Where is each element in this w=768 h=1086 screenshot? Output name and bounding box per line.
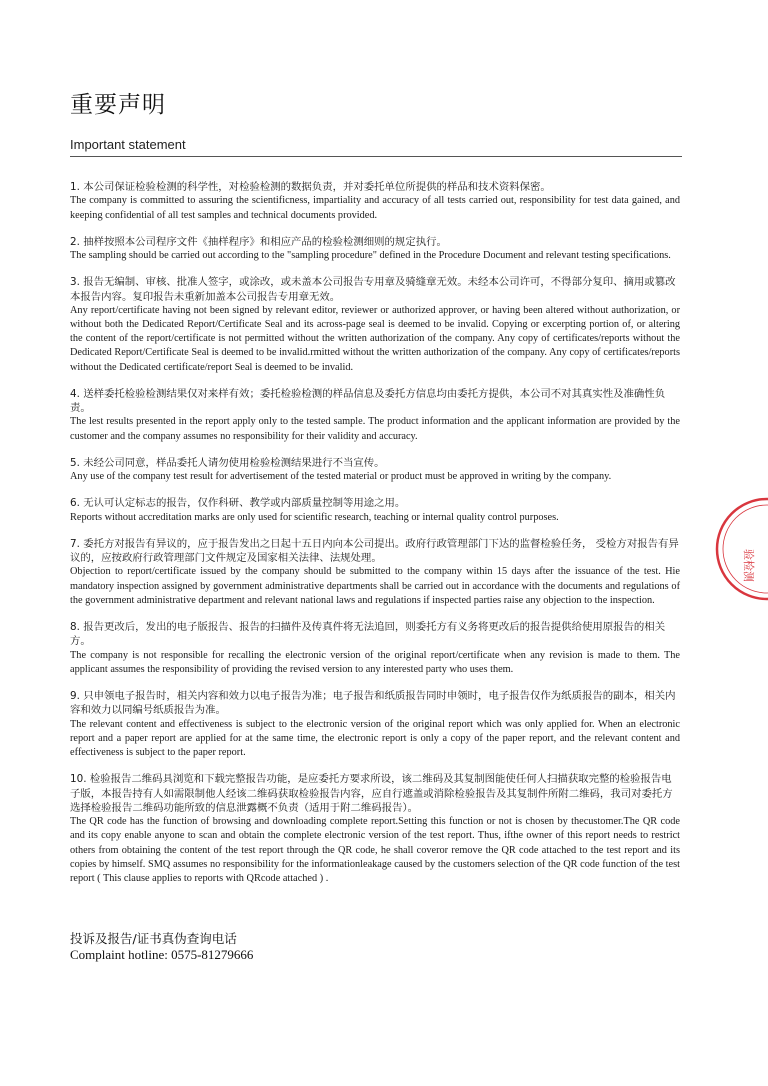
statement-item-3 (70, 275, 680, 375)
complaint-hotline (70, 931, 682, 963)
statement-cn: 4. 送样委托检验检测结果仅对来样有效；委托检验检测的样品信息及委托方信息均由委托方提供，本公司不对其真实性及准确性负责。 (70, 387, 666, 415)
statement-cn: 5. 未经公司同意，样品委托人请勿使用检验检测结果进行不当宣传。 (70, 456, 385, 469)
seal-text: 验检测 (742, 549, 755, 582)
statement-cn: 8. 报告更改后，发出的电子版报告、报告的扫描件及传真件将无法追回，则委托方有义务将更改后的报告提供给使用原报告的相关方。 (70, 621, 666, 648)
statement-en: The company is committed to assuring the scientificness, impartiality and accuracy of all tests carried out, responsibility for test data gained, and keeping confidential of all test samples and technical documents provided. (70, 195, 680, 221)
statement-cn: 9. 只申领电子报告时，相关内容和效力以电子报告为准；电子报告和纸质报告同时申领时，电子报告仅作为纸质报告的副本，相关内容和效力以同编号纸质报告为准。 (70, 690, 676, 717)
statement-en: Any report/certificate having not been signed by relevant editor, reviewer or authorized approver, or having been altered without authorization, or without both the Dedicated Report/Certificate Seal and its across-page seal is deemed to be invalid. Copying or excerpting portion of, or altering the content of the report/certificate is not permitted without the written authorization of the company. Any copy of certificates/reports without the Dedicated Report/Certificate Seal is deemed to be invalid.rmitted without the written authorization of the company. Any copy of certificates/reports without the Dedicated certificate/report Seal is deemed to be invalid. (70, 304, 680, 373)
complaint-label: 投诉及报告/证书真伪查询电话 (70, 931, 237, 946)
statement-item-2 (70, 235, 680, 264)
statement-en: The company is not responsible for recalling the electronic version of the original report/certificate when any revision is made to them. The applicant assumes the responsibility of providing the revised version to any interested party who uses them. (70, 649, 680, 675)
complaint-phone: Complaint hotline: 0575-81279666 (70, 947, 254, 962)
statement-cn: 10. 检验报告二维码具浏览和下载完整报告功能，是应委托方要求所设，该二维码及其复制图能使任何人扫描获取完整的检验报告电子版，本报告持有人如需限制他人经该二维码获取检验报告内容，应自行遮盖或消除检验报告及其复制件所附二维码，我司对委托方选择检验报告二维码功能所致的信息泄露概不负责（适用于附二维码报告）。 (70, 773, 673, 814)
header-divider (70, 156, 682, 157)
page-title: 重要声明 (70, 92, 166, 118)
statement-en: The sampling should be carried out according to the "sampling procedure" defined in the Procedure Document and relevant testing specifications. (70, 250, 671, 261)
statement-en: The relevant content and effectiveness is subject to the electronic version of the original report which was only applied for. When an electronic report and a paper report are applied for at the same time, the electronic report is only a copy of the paper report, and the relevant content and effectiveness is subject to the paper report. (70, 718, 680, 759)
statement-item-7 (70, 537, 680, 608)
statement-en: Any use of the company test result for advertisement of the tested material or product must be approved in writing by the company. (70, 471, 612, 483)
statement-cn: 2. 抽样按照本公司程序文件《抽样程序》和相应产品的检验检测细则的规定执行。 (70, 235, 447, 248)
statement-cn: 7. 委托方对报告有异议的，应于报告发出之日起十五日内向本公司提出。政府行政管理部门下达的监督检验任务， 受检方对报告有异议的，应按政府行政管理部门文件规定及国家相关法律、法规处理。 (70, 537, 679, 565)
statement-item-4 (70, 387, 680, 444)
statement-item-6 (70, 496, 680, 525)
statement-en: Reports without accreditation marks are only used for scientific research, teaching or internal quality control purposes. (70, 511, 559, 523)
statement-item-10 (70, 772, 680, 886)
seal-stamp-icon (712, 494, 768, 604)
statement-list (70, 180, 680, 898)
statement-cn: 6. 无认可认定标志的报告，仅作科研、教学或内部质量控制等用途之用。 (70, 497, 406, 510)
statement-cn: 1. 本公司保证检验检测的科学性，对检验检测的数据负责，并对委托单位所提供的样品和技术资料保密。 (70, 181, 551, 193)
page-subtitle: Important statement (70, 137, 186, 152)
statement-en: The lest results presented in the report apply only to the tested sample. The product information and the applicant information are provided by the customer and the company assumes no responsibility for their validity and accuracy. (70, 416, 680, 442)
statement-en: The QR code has the function of browsing and downloading complete report.Setting this function or not is chosen by thecustomer.The QR code and its copy enable anyone to scan and obtain the complete electronic version of the test report. Thus, ifthe owner of this report needs to restrict others from obtaining the content of the test report through the QR code, he shall coveror remove the QR code attached to the test report and its copies by himself. SMQ assumes no responsibility for the informationleakage caused by the customers selection of the QR code function of the test report ( This clause applies to reports with QRcode attached ) . (70, 816, 680, 884)
statement-en: Objection to report/certificate issued by the company should be submitted to the company within 15 days after the issuance of the test. Hie mandatory inspection assigned by government administrative departments shall be carried out in accordance with the documents and regulations of the government administrative department and relevant national laws and regulations if inspected parties raise any objection to the inspection. (70, 566, 680, 606)
statement-cn: 3. 报告无编制、审核、批准人签字，或涂改，或未盖本公司报告专用章及骑缝章无效。未经本公司许可，不得部分复印、摘用或篡改本报告内容。复印报告未重新加盖本公司报告专用章无效。 (70, 276, 676, 303)
statement-item-1 (70, 180, 680, 223)
statement-item-8 (70, 620, 680, 677)
statement-item-5 (70, 456, 680, 485)
statement-item-9 (70, 689, 680, 760)
